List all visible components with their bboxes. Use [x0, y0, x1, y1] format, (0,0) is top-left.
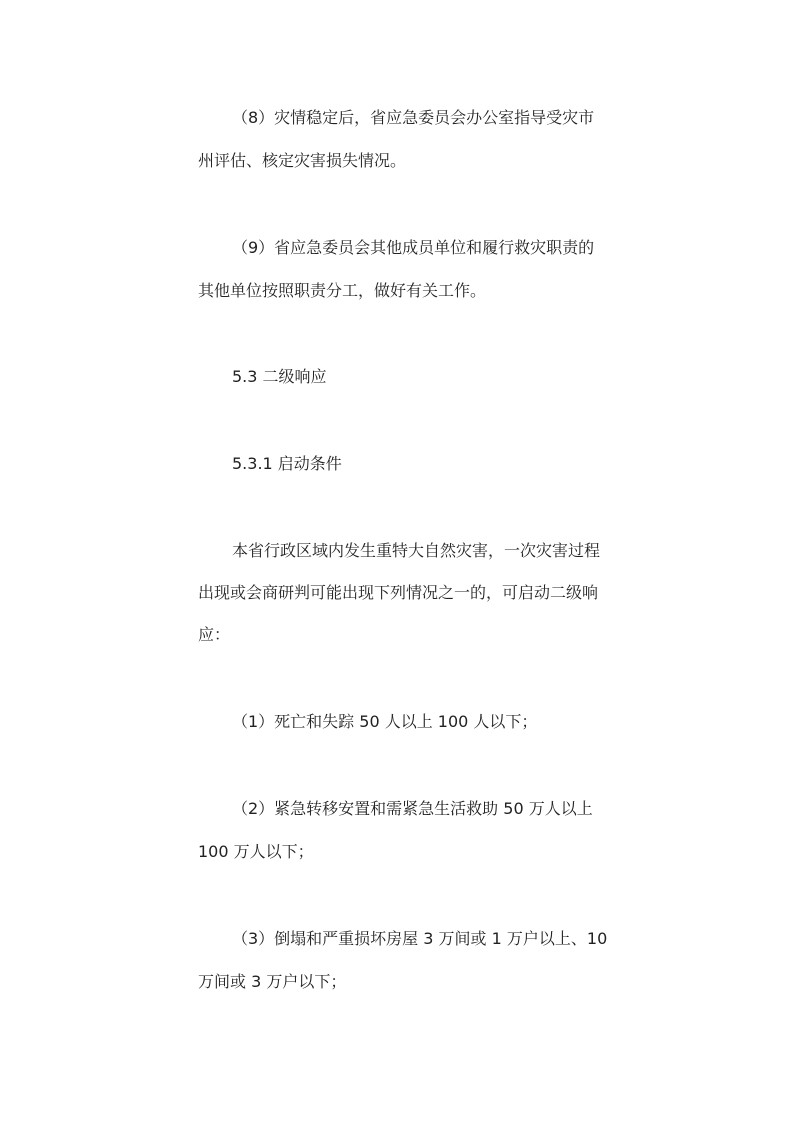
condition-1-line-1: （1）死亡和失踪 50 人以上 100 人以下； [232, 712, 538, 731]
section-heading-5-3: 5.3 二级响应 [232, 367, 327, 386]
subsection-heading-5-3-1: 5.3.1 启动条件 [232, 454, 342, 473]
intro-line-1: 本省行政区域内发生重特大自然灾害，一次灾害过程 [232, 541, 601, 560]
item-8-line-1: （8）灾情稳定后，省应急委员会办公室指导受灾市 [232, 108, 595, 127]
intro-line-3: 应： [198, 625, 231, 644]
condition-2-line-2: 100 万人以下； [198, 842, 314, 861]
condition-3-line-1: （3）倒塌和严重损坏房屋 3 万间或 1 万户以上、10 [232, 929, 608, 948]
intro-line-2: 出现或会商研判可能出现下列情况之一的，可启动二级响 [198, 583, 599, 602]
item-9-line-1: （9）省应急委员会其他成员单位和履行救灾职责的 [232, 238, 595, 257]
condition-2-line-1: （2）紧急转移安置和需紧急生活救助 50 万人以上 [232, 799, 593, 818]
condition-3-line-2: 万间或 3 万户以下； [198, 972, 347, 991]
item-9-line-2: 其他单位按照职责分工，做好有关工作。 [198, 281, 487, 300]
item-8-line-2: 州评估、核定灾害损失情况。 [198, 151, 407, 170]
